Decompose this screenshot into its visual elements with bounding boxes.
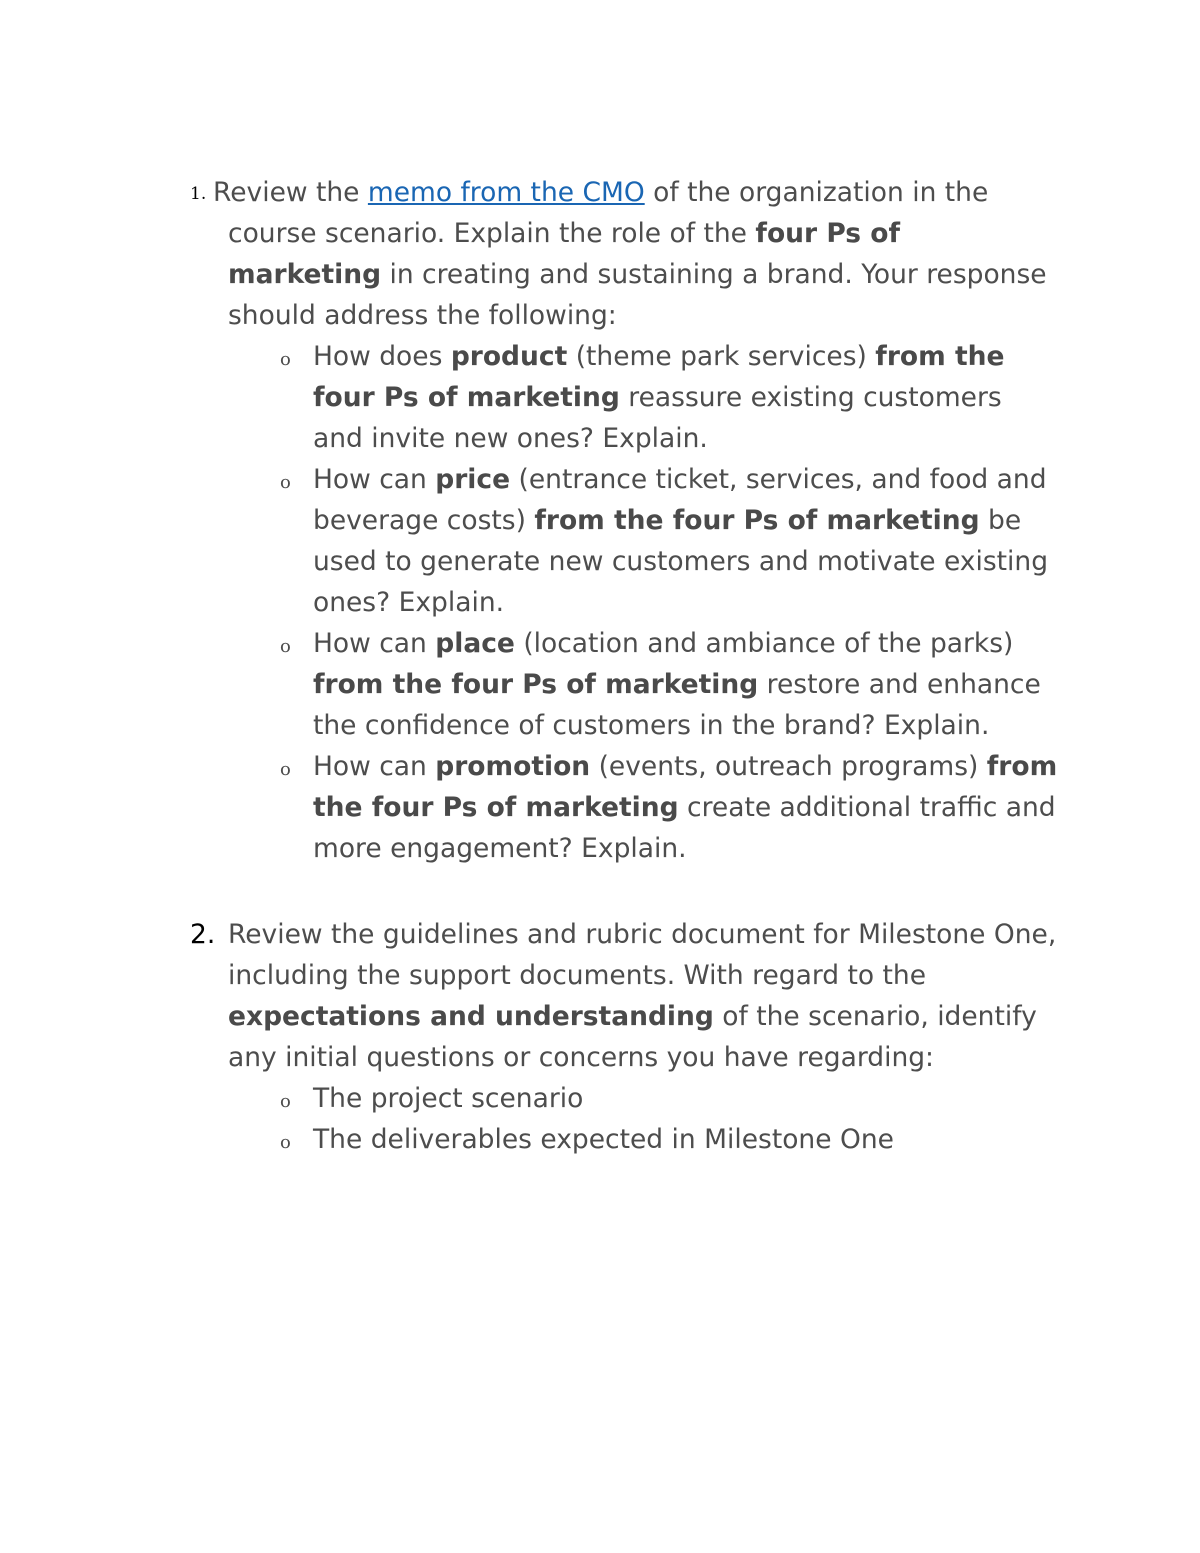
sub-item-place [228,623,1058,746]
item-1-sublist [228,336,1058,869]
sub-item-promotion [228,746,1058,869]
bullet-icon: o [280,472,291,493]
item-2-paragraph [228,914,1058,1078]
sub-bold: from the four Ps of marketing [313,751,1058,823]
sub-text: How can [313,464,436,495]
list-item-2 [190,914,1058,1160]
sub-text: How can [313,751,436,782]
sub-text: (theme park services) [567,341,876,372]
sub-text: (events, outreach programs) [590,751,987,782]
bullet-icon: o [280,1132,291,1153]
bullet-icon: o [280,759,291,780]
sub-item-deliverables [228,1119,1058,1160]
sub-text: How does [313,341,451,372]
sub-bold: price [435,464,511,495]
sub-bold: promotion [435,751,591,782]
sub-text: be used to generate new customers and motivate existing ones? Explain. [313,505,1049,618]
list-number: 1. [190,184,207,204]
sub-bold: from the four Ps of marketing [313,669,759,700]
sub-text: (location and ambiance of the parks) [514,628,1014,659]
item-2-text-start: Review the guidelines and rubric document for Milestone One, including the support documents. With regard to the [228,919,1057,991]
item-1-paragraph [213,172,1058,336]
item-1-text: of the organization in the course scenario. Explain the role of the [228,177,989,249]
item-2-text-end: of the scenario, identify any initial questions or concerns you have regarding: [228,1001,1037,1073]
sub-text: (entrance ticket, services, and food and beverage costs) [313,464,1047,536]
sub-item-project-scenario [228,1078,1058,1119]
list-number: 2. [190,919,216,950]
sub-bold: place [435,628,515,659]
item-2-bold: expectations and understanding [228,1001,714,1032]
sub-text: How can [313,628,436,659]
item-1-text-start: Review the [213,177,368,208]
bullet-icon: o [280,1091,291,1112]
sub-item-price [228,459,1058,623]
sub-item-product [228,336,1058,459]
item-2-sublist [228,1078,1058,1160]
sub-bold: from the four Ps of marketing [534,505,980,536]
sub-bold: product [450,341,568,372]
item-1-bold: four Ps of marketing [228,218,901,290]
sub-text: The deliverables expected in Milestone One [313,1124,894,1155]
sub-text: create additional traffic and more engagement? Explain. [313,792,1056,864]
sub-bold: from the four Ps of marketing [313,341,1005,413]
memo-link[interactable]: memo from the CMO [367,177,645,208]
list-item-1 [190,172,1058,869]
sub-text: reassure existing customers and invite new ones? Explain. [313,382,1002,454]
bullet-icon: o [280,349,291,370]
bullet-icon: o [280,636,291,657]
sub-text: restore and enhance the confidence of customers in the brand? Explain. [313,669,1041,741]
sub-text: The project scenario [313,1083,584,1114]
item-1-text-end: in creating and sustaining a brand. Your response should address the following: [228,259,1047,331]
